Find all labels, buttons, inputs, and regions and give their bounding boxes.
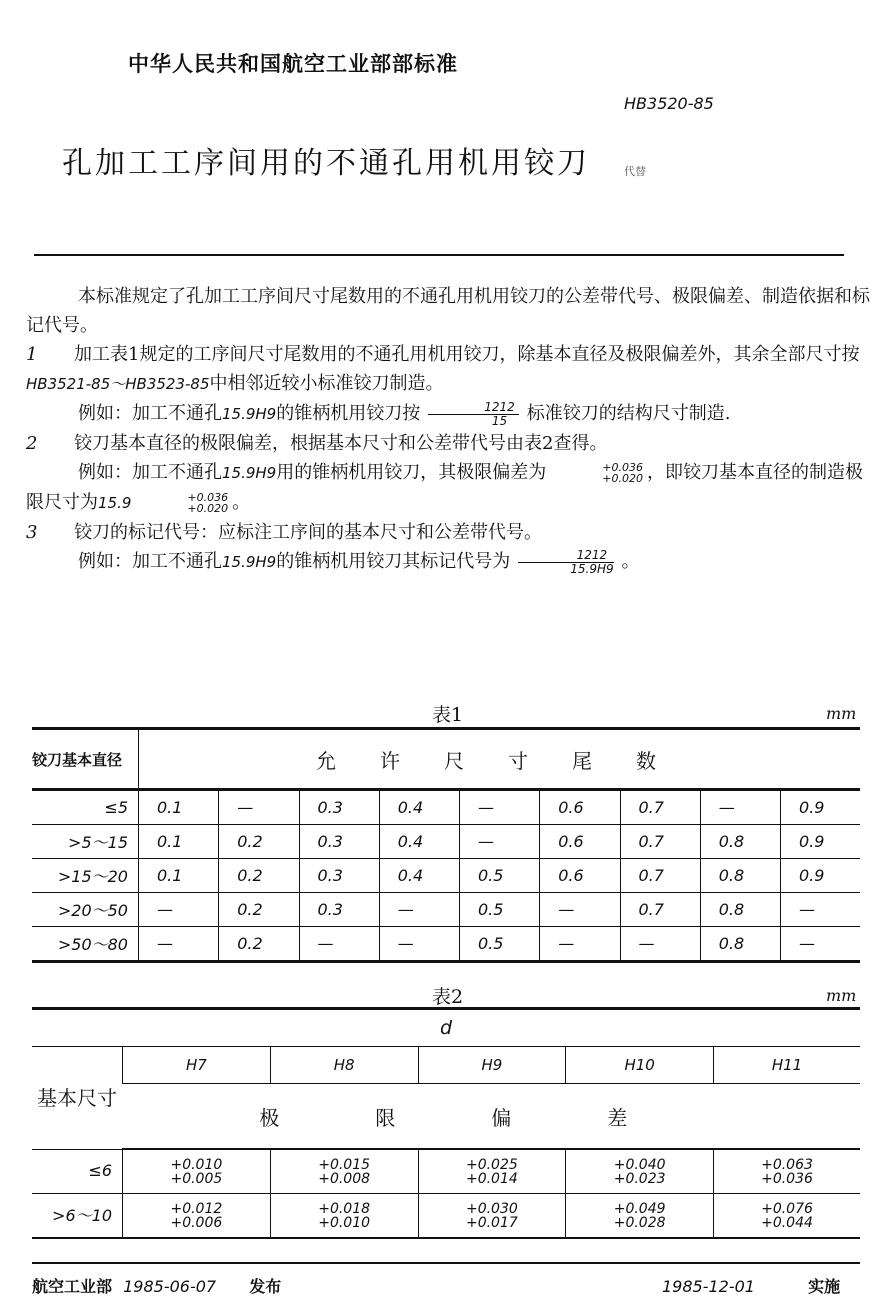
- lower-deviation: +0.008: [318, 1170, 371, 1187]
- effective-label: 实施: [808, 1277, 841, 1296]
- value-cell: 0.6: [540, 790, 620, 825]
- base-size: 15.9: [98, 494, 132, 512]
- range-cell: >50～80: [57, 935, 128, 954]
- example-text: 。: [621, 551, 640, 572]
- deviation-cell: [270, 1149, 418, 1194]
- example-text: 例如：加工不通孔: [78, 551, 222, 572]
- span-header: 允许尺寸尾数: [139, 729, 861, 790]
- row-header-label: 基本尺寸: [32, 1047, 123, 1150]
- lower-deviation: +0.006: [170, 1214, 223, 1231]
- clause-text: 中相邻近较小标准铰刀制造。: [209, 373, 444, 394]
- table2-limit-deviations: [32, 1007, 860, 1239]
- value-cell: 0.8: [700, 859, 780, 893]
- value-cell: 0.2: [219, 927, 299, 962]
- value-cell: 0.9: [781, 825, 861, 859]
- value-cell: 0.6: [540, 825, 620, 859]
- table-row: [32, 1149, 860, 1194]
- value-cell: —: [460, 790, 540, 825]
- value-cell: 0.2: [219, 859, 299, 893]
- diameter-symbol: d: [32, 1009, 860, 1047]
- lower-deviation: +0.005: [170, 1170, 223, 1187]
- deviation-cell: [270, 1194, 418, 1239]
- clause-text: 加工表1规定的工序间尺寸尾数用的不通孔用机用铰刀，除基本直径及极限偏差外，其余全部尺寸按: [74, 344, 860, 365]
- range-cell: >20～50: [32, 893, 139, 927]
- value-cell: —: [139, 893, 219, 927]
- document-title: 孔加工工序间用的不通孔用机用铰刀: [62, 146, 590, 181]
- value-cell: 0.7: [620, 790, 700, 825]
- value-cell: 0.3: [299, 825, 379, 859]
- value-cell: 0.7: [620, 893, 700, 927]
- row-header-label: 铰刀基本直径: [32, 729, 139, 790]
- example-text: ，即铰刀基本直径的制造极限尺寸为: [26, 462, 863, 513]
- range-cell: >5～15: [32, 825, 139, 859]
- upper-deviation: +0.036: [187, 491, 229, 504]
- deviation-cell: [566, 1149, 714, 1194]
- fraction-denominator: 15: [491, 413, 508, 428]
- effective-date: 1985-12-01: [662, 1277, 755, 1296]
- clause-text: 铰刀基本直径的极限偏差，根据基本尺寸和公差带代号由表2查得。: [74, 433, 608, 454]
- value-cell: —: [781, 893, 861, 927]
- hole-designation: 15.9H9: [222, 405, 277, 423]
- deviation-cell: [418, 1194, 566, 1239]
- table2-caption: 表2: [432, 986, 464, 1008]
- grade-row: [32, 1047, 860, 1084]
- grade-cell: H10: [566, 1047, 714, 1084]
- clause-2: [26, 429, 876, 458]
- value-cell: 0.3: [299, 790, 379, 825]
- value-cell: —: [540, 893, 620, 927]
- value-cell: 0.1: [139, 790, 219, 825]
- value-cell: —: [219, 790, 299, 825]
- example-text: 标准铰刀的结构尺寸制造.: [526, 403, 731, 424]
- value-cell: 0.9: [781, 859, 861, 893]
- value-cell: —: [379, 927, 459, 962]
- issue-info: [32, 1274, 281, 1297]
- lower-deviation: +0.028: [613, 1214, 666, 1231]
- symbol-row: [32, 1009, 860, 1047]
- upper-deviation: +0.040: [613, 1156, 666, 1173]
- clause-2-example: [26, 458, 876, 518]
- value-cell: 0.4: [379, 859, 459, 893]
- clause-number: 3: [26, 522, 38, 543]
- value-cell: —: [139, 927, 219, 962]
- value-cell: —: [379, 893, 459, 927]
- clause-3-example: [26, 547, 876, 577]
- clause-1-example: [26, 399, 876, 429]
- table-row: [32, 927, 860, 962]
- value-cell: 0.7: [620, 859, 700, 893]
- range-cell: ≤5: [32, 790, 139, 825]
- value-cell: 0.5: [460, 927, 540, 962]
- upper-deviation: +0.030: [465, 1200, 518, 1217]
- value-cell: 0.9: [781, 790, 861, 825]
- value-cell: 0.6: [540, 859, 620, 893]
- value-cell: —: [700, 790, 780, 825]
- value-cell: 0.8: [700, 927, 780, 962]
- deviation-cell: [566, 1194, 714, 1239]
- size-cell: >6～10: [32, 1194, 123, 1239]
- lower-deviation: +0.017: [465, 1214, 518, 1231]
- table1-allowed-size-decimals: [32, 727, 860, 963]
- value-cell: —: [540, 927, 620, 962]
- example-text: 的锥柄机用铰刀按: [276, 403, 421, 424]
- tolerance-stack: [135, 492, 228, 514]
- lower-deviation: +0.010: [318, 1214, 371, 1231]
- upper-deviation: +0.036: [602, 461, 643, 474]
- header-divider: [34, 254, 844, 256]
- fraction-numerator: 1212: [428, 401, 519, 415]
- grade-cell: H9: [418, 1047, 566, 1084]
- value-cell: 0.8: [700, 893, 780, 927]
- grade-cell: H8: [270, 1047, 418, 1084]
- lower-deviation: +0.036: [761, 1170, 813, 1187]
- table-row: [32, 825, 860, 859]
- table2-unit: mm: [826, 986, 857, 1005]
- deviation-cell: [123, 1194, 271, 1239]
- range-cell: >15～20: [32, 859, 139, 893]
- deviation-cell: [714, 1149, 861, 1194]
- example-text: 例如：加工不通孔: [78, 403, 222, 424]
- value-cell: 0.8: [700, 825, 780, 859]
- document-body: [26, 282, 876, 577]
- issuing-organization-heading: 中华人民共和国航空工业部部标准: [128, 52, 458, 76]
- example-text: 用的锥柄机用铰刀，其极限偏差为: [276, 462, 547, 483]
- value-cell: —: [620, 927, 700, 962]
- upper-deviation: +0.063: [761, 1156, 813, 1173]
- issuer: 航空工业部: [32, 1277, 113, 1296]
- fraction-numerator: 1212: [518, 549, 613, 563]
- lower-deviation: +0.014: [465, 1170, 518, 1187]
- value-cell: 0.1: [139, 825, 219, 859]
- deviation-cell: [123, 1149, 271, 1194]
- clause-1: [26, 340, 876, 399]
- example-text: 例如：加工不通孔: [78, 462, 222, 483]
- table-row: [32, 790, 860, 825]
- span-header: 极限偏差: [123, 1084, 861, 1150]
- issue-label: 发布: [249, 1277, 282, 1296]
- clause-3: [26, 518, 876, 547]
- table-row: [32, 893, 860, 927]
- standard-reference: HB3521-85～HB3523-85: [26, 375, 210, 393]
- clause-number: 2: [26, 433, 38, 454]
- value-cell: —: [460, 825, 540, 859]
- value-cell: 0.3: [299, 893, 379, 927]
- value-cell: 0.1: [139, 859, 219, 893]
- upper-deviation: +0.025: [465, 1156, 518, 1173]
- lower-deviation: +0.023: [613, 1170, 666, 1187]
- upper-deviation: +0.010: [170, 1156, 223, 1173]
- standard-fraction: [428, 401, 519, 428]
- grade-cell: H11: [714, 1047, 861, 1084]
- fraction-denominator: 15.9H9: [570, 561, 614, 576]
- table1-header-row: [32, 729, 860, 790]
- replaces-label: 代替: [624, 165, 646, 178]
- span-header-row: [32, 1084, 860, 1150]
- value-cell: 0.3: [299, 859, 379, 893]
- value-cell: 0.4: [379, 825, 459, 859]
- table1-caption: 表1: [432, 704, 464, 726]
- hole-designation: 15.9H9: [222, 553, 277, 571]
- deviation-cell: [418, 1149, 566, 1194]
- value-cell: 0.2: [219, 893, 299, 927]
- issue-date: 1985-06-07: [123, 1277, 217, 1296]
- table1-unit: mm: [826, 704, 857, 723]
- table-row: [32, 859, 860, 893]
- lower-deviation: +0.020: [602, 472, 643, 485]
- example-text: 。: [232, 492, 251, 513]
- intro-paragraph: 本标准规定了孔加工工序间尺寸尾数用的不通孔用机用铰刀的公差带代号、极限偏差、制造依据和标记代号。: [26, 286, 870, 336]
- footer-divider: [32, 1262, 860, 1264]
- value-cell: —: [299, 927, 379, 962]
- clause-text: 铰刀的标记代号：应标注工序间的基本尺寸和公差带代号。: [74, 522, 542, 543]
- upper-deviation: +0.076: [761, 1200, 813, 1217]
- value-cell: —: [781, 927, 861, 962]
- size-cell: ≤6: [32, 1149, 123, 1194]
- lower-deviation: +0.020: [187, 502, 229, 515]
- value-cell: 0.7: [620, 825, 700, 859]
- effective-info: [662, 1274, 840, 1297]
- upper-deviation: +0.012: [170, 1200, 223, 1217]
- value-cell: 0.2: [219, 825, 299, 859]
- hole-designation: 15.9H9: [222, 464, 277, 482]
- grade-cell: H7: [123, 1047, 271, 1084]
- upper-deviation: +0.015: [318, 1156, 371, 1173]
- value-cell: 0.5: [460, 893, 540, 927]
- table-row: [32, 1194, 860, 1239]
- lower-deviation: +0.044: [761, 1214, 813, 1231]
- upper-deviation: +0.049: [613, 1200, 666, 1217]
- clause-number: 1: [26, 344, 38, 365]
- value-cell: 0.4: [379, 790, 459, 825]
- tolerance-stack: [550, 462, 643, 484]
- upper-deviation: +0.018: [318, 1200, 371, 1217]
- value-cell: 0.5: [460, 859, 540, 893]
- standard-number: HB3520-85: [624, 94, 714, 113]
- deviation-cell: [714, 1194, 861, 1239]
- example-text: 的锥柄机用铰刀其标记代号为: [276, 551, 511, 572]
- marking-fraction: [518, 549, 613, 576]
